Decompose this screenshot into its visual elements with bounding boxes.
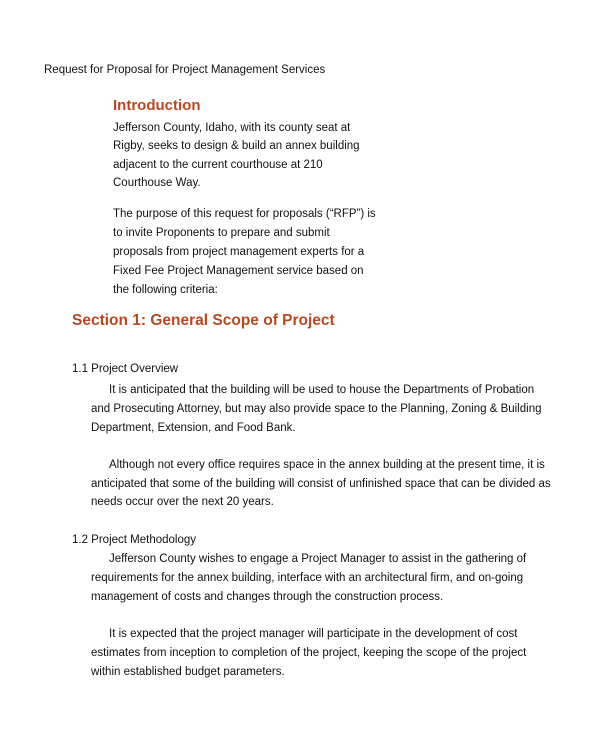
text-line: within established budget parameters. (91, 666, 285, 678)
text-line: requirements for the annex building, interface with an architectural firm, and on-going (91, 572, 524, 584)
text-line: It is anticipated that the building will be used to house the Departments of Probation (109, 384, 535, 396)
text-line: the following criteria: (113, 284, 218, 296)
project-methodology-title: 1.2 Project Methodology (72, 534, 197, 546)
text-line: It is expected that the project manager will participate in the development of cost (109, 628, 518, 640)
text-line: Courthouse Way. (113, 177, 201, 189)
text-line: Jefferson County wishes to engage a Project Manager to assist in the gathering of (109, 553, 527, 565)
text-line: Fixed Fee Project Management service based on (113, 265, 364, 277)
text-line: proposals from project management experts for a (113, 246, 365, 258)
text-line: to invite Proponents to prepare and submit (113, 227, 330, 239)
text-line: anticipated that some of the building will consist of unfinished space that can be divided as (91, 478, 551, 490)
text-line: Department, Extension, and Food Bank. (91, 422, 296, 434)
text-line: Although not every office requires space in the annex building at the present time, it is (109, 459, 545, 471)
text-line: The purpose of this request for proposals (“RFP”) is (113, 208, 376, 220)
text-line: Rigby, seeks to design & build an annex building (113, 140, 360, 152)
text-line: estimates from inception to completion of the project, keeping the scope of the project (91, 647, 527, 659)
text-line: Jefferson County, Idaho, with its county seat at (113, 122, 351, 134)
document-header: Request for Proposal for Project Management Services (44, 64, 326, 76)
text-line: management of costs and changes through the construction process. (91, 591, 444, 603)
project-overview-title: 1.1 Project Overview (72, 363, 179, 375)
introduction-heading: Introduction (113, 97, 201, 114)
text-line: adjacent to the current courthouse at 210 (113, 159, 323, 171)
section-1-heading: Section 1: General Scope of Project (72, 312, 335, 329)
text-line: needs occur over the next 20 years. (91, 496, 274, 508)
text-line: and Prosecuting Attorney, but may also provide space to the Planning, Zoning & Building (91, 403, 542, 415)
